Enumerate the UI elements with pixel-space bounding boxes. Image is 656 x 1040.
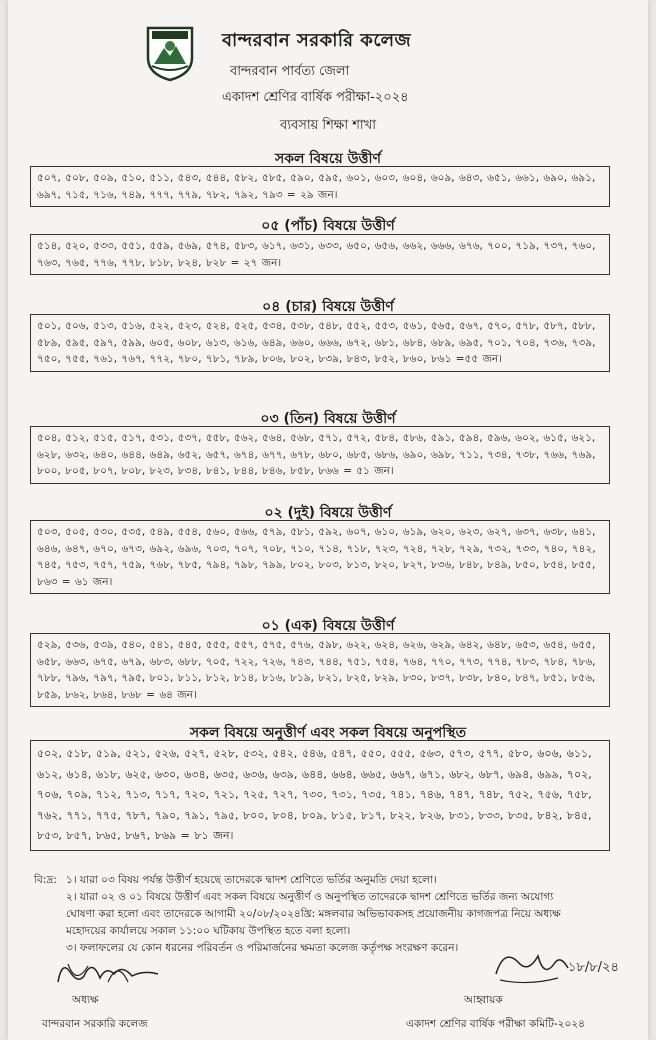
roll-list-failed-absent: ৫০২, ৫১৮, ৫১৯, ৫২১, ৫২৬, ৫২৭, ৫২৮, ৫৩২, ৫৪২, ৫৪৬, ৫৪৭, ৫৫০, ৫৫৫, ৫৬৩, ৫৭৩, ৫৭৭, ৫৮০, ৬০৬, ৬১১, ৬১২, ৬১৪, ৬১৮, ৬২৫, ৬৩০, ৬৩৪, ৬৩৫, ৬৩৬, ৬৩৯, ৬৪৪, ৬৬৪, ৬৬৫, ৬৬৭, ৬৭১, ৬৮২, ৬৮৭, ৬৯৪, ৬৯৯, ৭০২, ৭০৬, ৭০৯, ৭১২, ৭১৩, ৭১৭, ৭২০, ৭২১, ৭২৫, ৭২৭, ৭৩০, ৭৩১, ৭৩৫, ৭৪১, ৭৪৬, ৭৪৭, ৭৪৮, ৭৫২, ৭৫৬, ৭৫৮, ৭৬২, ৭৭১, ৭৭৫, ৭৮৭, ৭৯০, ৭৯১, ৭৯৫, ৮০০, ৮০৪, ৮০৯, ৮১৫, ৮১৭, ৮২২, ৮২৬, ৮৩১, ৮৩৩, ৮৩৫, ৮৪২, ৮৪৫, ৮৫৩, ৮৫৭, ৮৬৫, ৮৬৭, ৮৬৯ = ৮১ জন। <box>30 740 610 851</box>
college-emblem-icon <box>144 24 196 82</box>
notes-label: বি:দ্র: <box>34 874 57 886</box>
district-name: বান্দরবান পার্বত্য জেলা <box>230 64 350 79</box>
note-2-line-1: ২। যারা ০২ ও ০১ বিষয়ে উত্তীর্ণ এবং সকল বিষয়ে অনুত্তীর্ণ ও অনুপস্থিত তাদেরকে দ্বাদশ শ্রেণিতে ভর্তির জন্য অযোগ্য <box>66 891 554 903</box>
roll-list-one-passed: ৫২৯, ৫৩৬, ৫৩৯, ৫৪০, ৫৪১, ৫৪৫, ৫৫৫, ৫৫৭, ৫৭৫, ৫৭৬, ৫৯৮, ৬২২, ৬২৪, ৬২৬, ৬২৯, ৬৪২, ৬৪৮, ৬৫৩, ৬৫৪, ৬৫৫, ৬৫৮, ৬৬৩, ৬৭৫, ৬৭৯, ৬৮৩, ৬৮৮, ৭০৫, ৭২২, ৭২৬, ৭৪৩, ৭৪৪, ৭৫১, ৭৫৪, ৭৬৪, ৭৭০, ৭৭৩, ৭৭৪, ৭৮৩, ৭৮৪, ৭৮৬, ৭৮৮, ৭৯৬, ৭৯৭, ৭৯৫, ৮০১, ৮১১, ৮১২, ৮১৪, ৮১৬, ৮১৯, ৮২১, ৮২৫, ৮২৯, ৮৩০, ৮৩৭, ৮৩৮, ৮৪০, ৮৪৭, ৮৫১, ৮৫৬, ৮৫৯, ৮৬২, ৮৬৪, ৮৬৮ = ৬৪ জন। <box>30 633 610 707</box>
college-name: বান্দরবান সরকারি কলেজ <box>222 30 412 51</box>
convener-date: ১৮/৮/২৪ <box>568 960 619 975</box>
section-title-four-passed: ০৪ (চার) বিষয়ে উত্তীর্ণ <box>262 299 394 315</box>
roll-list-three-passed: ৫০৪, ৫১২, ৫১৫, ৫১৭, ৫৩১, ৫৩৭, ৫৫৮, ৫৬২, ৫৬৪, ৫৬৮, ৫৭১, ৫৭২, ৫৮৪, ৫৮৬, ৫৯১, ৫৯৪, ৫৯৬, ৬০২, ৬১৫, ৬২১, ৬২৮, ৬৩২, ৬৪০, ৬৪৪, ৬৪৯, ৬৫২, ৬৫৭, ৬৭৪, ৬৭৭, ৬৭৮, ৬৮০, ৬৮৫, ৬৮৬, ৬৯০, ৬৯৮, ৭১১, ৭৩৪, ৭৩৮, ৭৬৬, ৭৬৯, ৮০০, ৮০৫, ৮০৭, ৮০৮, ৮২৩, ৮৩৪, ৮৪১, ৮৪৪, ৮৪৬, ৮৫৮, ৮৬৬ = ৫১ জন। <box>30 426 610 484</box>
roll-list-all-passed: ৫০৭, ৫০৮, ৫০৯, ৫১০, ৫১১, ৫৪৩, ৫৪৪, ৫৮২, ৫৮৫, ৫৯০, ৫৯৫, ৬০১, ৬০৩, ৬০৪, ৬০৯, ৬৪৩, ৬৫১, ৬৬১, ৬৯০, ৬৯১, ৬৯৭, ৭১৫, ৭১৬, ৭৪৯, ৭৭৭, ৭৭৯, ৭৮২, ৭৯২, ৭৯৩ = ২৯ জন। <box>30 166 610 207</box>
section-title-two-passed: ০২ (দুই) বিষয়ে উত্তীর্ণ <box>264 505 392 521</box>
roll-list-four-passed: ৫০১, ৫০৬, ৫১৩, ৫১৬, ৫২২, ৫২৩, ৫২৪, ৫২৫, ৫৩৪, ৫৩৮, ৫৪৮, ৫৫২, ৫৫৩, ৫৬১, ৫৬৫, ৫৬৭, ৫৭০, ৫৭৮, ৫৮৭, ৫৮৮, ৫৮৯, ৫৯৫, ৫৯৭, ৫৯৯, ৬০৫, ৬০৮, ৬১৩, ৬১৬, ৬৪৯, ৬৬০, ৬৬৬, ৬৭২, ৬৮১, ৬৮৪, ৬৮৯, ৬৯৫, ৭০১, ৭০৪, ৭৩৬, ৭৩৯, ৭৫০, ৭৫৫, ৭৬১, ৭৬৭, ৭৭২, ৭৮০, ৭৮১, ৭৮৯, ৮০৬, ৮০২, ৮৩৯, ৮৪৩, ৮৫২, ৮৬০, ৮৬১ =৫৫ জন। <box>30 314 610 372</box>
document-header <box>222 26 522 109</box>
section-title-failed-absent: সকল বিষয়ে অনুত্তীর্ণ এবং সকল বিষয়ে অনুপস্থিত <box>189 725 467 741</box>
roll-list-two-passed: ৫০৩, ৫০৫, ৫৩০, ৫৩৫, ৫৪৯, ৫৫৪, ৫৬০, ৫৬৬, ৫৭৯, ৫৮১, ৫৯২, ৬০৭, ৬১০, ৬১৯, ৬২০, ৬২৩, ৬২৭, ৬৩৭, ৬৩৮, ৬৪১, ৬৪৬, ৬৪৭, ৬৭০, ৬৭৩, ৬৯২, ৬৯৬, ৭০৩, ৭০৭, ৭০৮, ৭১০, ৭১৪, ৭১৮, ৭২৩, ৭২৪, ৭২৮, ৭২৯, ৭৩২, ৭৩৩, ৭৪০, ৭৪২, ৭৪৫, ৭৫৩, ৭৫৭, ৭৫৯, ৭৬৮, ৭৮৫, ৭৯৪, ৭৯৮, ৭৯৯, ৮০২, ৮০৩, ৮১৩, ৮২০, ৮২৭, ৮৩৬, ৮৪৮, ৮৪৯, ৮৫০, ৮৫৪, ৮৫৫, ৮৬৩ = ৬১ জন। <box>30 520 610 594</box>
roll-list-five-passed: ৫১৪, ৫২০, ৫৩৩, ৫৫১, ৫৫৯, ৫৬৯, ৫৭৪, ৫৮৩, ৬১৭, ৬৩১, ৬৩৩, ৬৫০, ৬৫৬, ৬৬২, ৬৬৬, ৬৭৬, ৭০০, ৭১৯, ৭৩৭, ৭৬০, ৭৬৩, ৭৬৫, ৭৭৬, ৭৭৮, ৮১৮, ৮২৪, ৮২৮ = ২৭ জন। <box>30 234 610 275</box>
note-2-line-2: ঘোষণা করা হলো এবং তাদেরকে আগামী ২০/০৮/২০২৪খ্রি: মঙ্গলবার অভিভাবকসহ প্রয়োজনীয় কাগজপত্র নিয়ে অধ্যক্ষ <box>66 908 561 920</box>
convener-org: একাদশ শ্রেণির বার্ষিক পরীক্ষা কমিটি-২০২৪ <box>406 1018 585 1030</box>
section-title-one-passed: ০১ (এক) বিষয়ে উত্তীর্ণ <box>261 618 395 634</box>
branch-title: ব্যবসায় শিক্ষা শাখা <box>279 118 376 133</box>
principal-signature <box>48 952 168 992</box>
result-notice-page <box>8 0 648 1040</box>
exam-title: একাদশ শ্রেণির বার্ষিক পরীক্ষা-২০২৪ <box>222 90 409 105</box>
note-3: ৩। ফলাফলের যে কোন ধরনের পরিবর্তন ও পরিমার্জনের ক্ষমতা কলেজ কর্তৃপক্ষ সংরক্ষণ করেন। <box>66 942 459 954</box>
note-1: ১। যারা ০৩ বিষয় পর্যন্ত উত্তীর্ণ হয়েছে তাদেরকে দ্বাদশ শ্রেণিতে ভর্তির অনুমতি দেয়া হলো। <box>66 874 437 886</box>
principal-role: অধ্যক্ষ <box>72 994 99 1006</box>
section-title-five-passed: ০৫ (পাঁচ) বিষয়ে উত্তীর্ণ <box>261 218 395 234</box>
section-title-three-passed: ০৩ (তিন) বিষয়ে উত্তীর্ণ <box>260 411 396 427</box>
convener-role: আহ্বায়ক <box>464 994 503 1006</box>
principal-org: বান্দরবান সরকারি কলেজ <box>42 1018 148 1030</box>
note-2-line-3: মহোদয়ের কার্যালয়ে সকাল ১১:০০ ঘটিকায় উপস্থিত হতে বলা হলো। <box>66 925 351 937</box>
section-title-all-passed: সকল বিষয়ে উত্তীর্ণ <box>274 151 381 167</box>
